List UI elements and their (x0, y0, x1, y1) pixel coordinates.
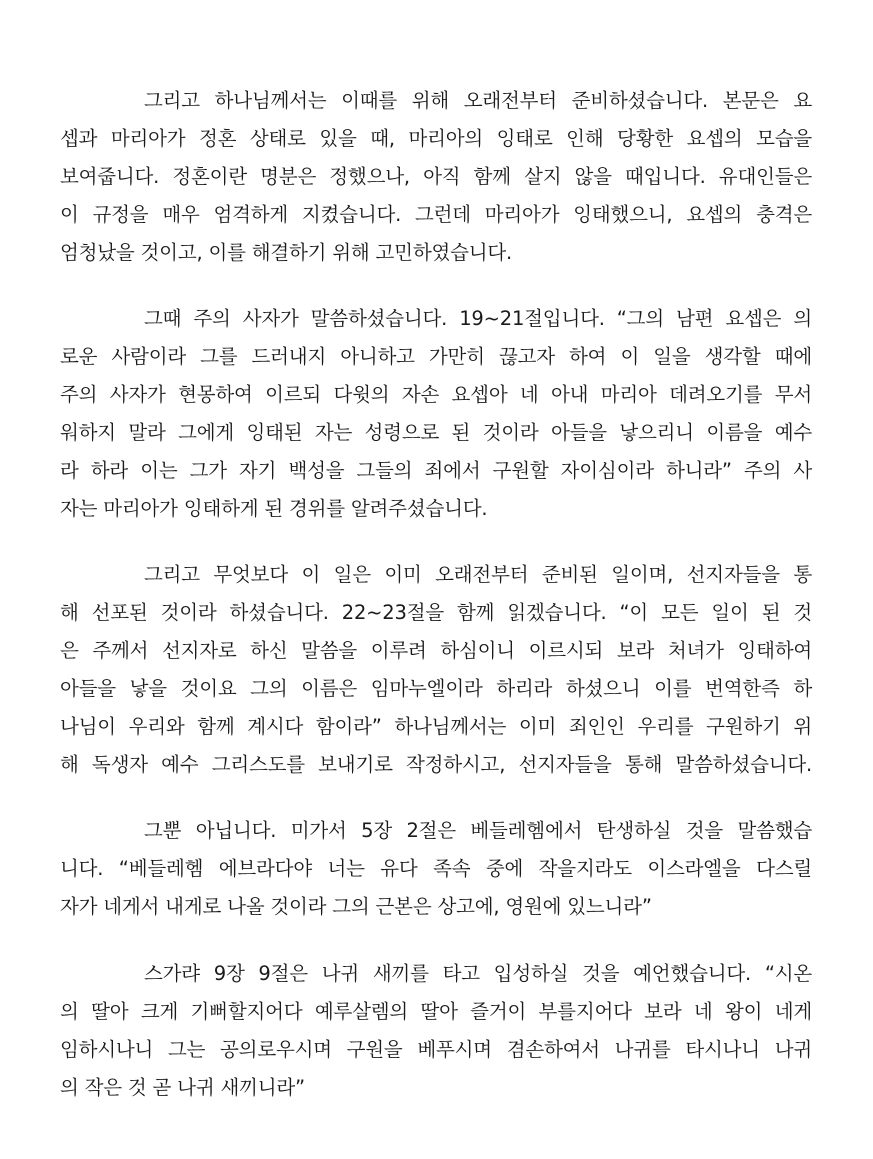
text-line: 이 규정을 매우 엄격하게 지켰습니다. 그런데 마리아가 잉태했으니, 요셉의 충격은 (60, 203, 812, 226)
text-line: 라 하라 이는 그가 자기 백성을 그들의 죄에서 구원할 자이심이라 하니라” 주의 사 (60, 459, 812, 482)
paragraph-5 (60, 955, 812, 1107)
text-line: 임하시나니 그는 공의로우시며 구원을 베푸시며 겸손하여서 나귀를 타시나니 나귀 (60, 1038, 812, 1061)
text-line: 워하지 말라 그에게 잉태된 자는 성령으로 된 것이라 아들을 낳으리니 이름을 예수 (60, 421, 812, 444)
text-line: 나님이 우리와 함께 계시다 함이라” 하나님께서는 이미 죄인인 우리를 구원하기 위 (60, 715, 812, 738)
paragraph-4 (60, 812, 812, 926)
text-line: 해 선포된 것이라 하셨습니다. 22~23절을 함께 읽겠습니다. “이 모든 일이 된 것 (60, 601, 812, 624)
text-line: 해 독생자 예수 그리스도를 보내기로 작정하시고, 선지자들을 통해 말씀하셨습니다. (60, 753, 812, 776)
text-line: 니다. “베들레헴 에브라다야 너는 유다 족속 중에 작을지라도 이스라엘을 다스릴 (60, 857, 812, 880)
text-line: 자는 마리아가 잉태하게 된 경위를 알려주셨습니다. (60, 497, 488, 520)
text-line: 그뿐 아닙니다. 미가서 5장 2절은 베들레헴에서 탄생하실 것을 말씀했습 (144, 819, 812, 842)
text-line: 보여줍니다. 정혼이란 명분은 정했으나, 아직 함께 살지 않을 때입니다. 유대인들은 (60, 165, 812, 188)
text-line: 셉과 마리아가 정혼 상태로 있을 때, 마리아의 잉태로 인해 당황한 요셉의 모습을 (60, 127, 812, 150)
text-line: 의 작은 것 곧 나귀 새끼니라” (60, 1076, 305, 1099)
text-line: 자가 네게서 내게로 나올 것이라 그의 근본은 상고에, 영원에 있느니라” (60, 895, 652, 918)
text-line: 스가랴 9장 9절은 나귀 새끼를 타고 입성하실 것을 예언했습니다. “시온 (144, 962, 812, 985)
text-line: 의 딸아 크게 기뻐할지어다 예루살렘의 딸아 즐거이 부를지어다 보라 네 왕이 네게 (60, 1000, 812, 1023)
text-line: 로운 사람이라 그를 드러내지 아니하고 가만히 끊고자 하여 이 일을 생각할 때에 (60, 345, 812, 368)
paragraph-2 (60, 300, 812, 528)
text-line: 그리고 하나님께서는 이때를 위해 오래전부터 준비하셨습니다. 본문은 요 (144, 89, 812, 112)
text-line: 그때 주의 사자가 말씀하셨습니다. 19~21절입니다. “그의 남편 요셉은 의 (144, 307, 812, 330)
text-line: 그리고 무엇보다 이 일은 이미 오래전부터 준비된 일이며, 선지자들을 통 (144, 563, 812, 586)
text-line: 주의 사자가 현몽하여 이르되 다윗의 자손 요셉아 네 아내 마리아 데려오기를 무서 (60, 383, 812, 406)
text-line: 아들을 낳을 것이요 그의 이름은 임마누엘이라 하리라 하셨으니 이를 번역한즉 하 (60, 677, 812, 700)
paragraph-3 (60, 556, 812, 784)
paragraph-1 (60, 82, 812, 272)
text-line: 엄청났을 것이고, 이를 해결하기 위해 고민하였습니다. (60, 241, 513, 264)
text-line: 은 주께서 선지자로 하신 말씀을 이루려 하심이니 이르시되 보라 처녀가 잉태하여 (60, 639, 812, 662)
